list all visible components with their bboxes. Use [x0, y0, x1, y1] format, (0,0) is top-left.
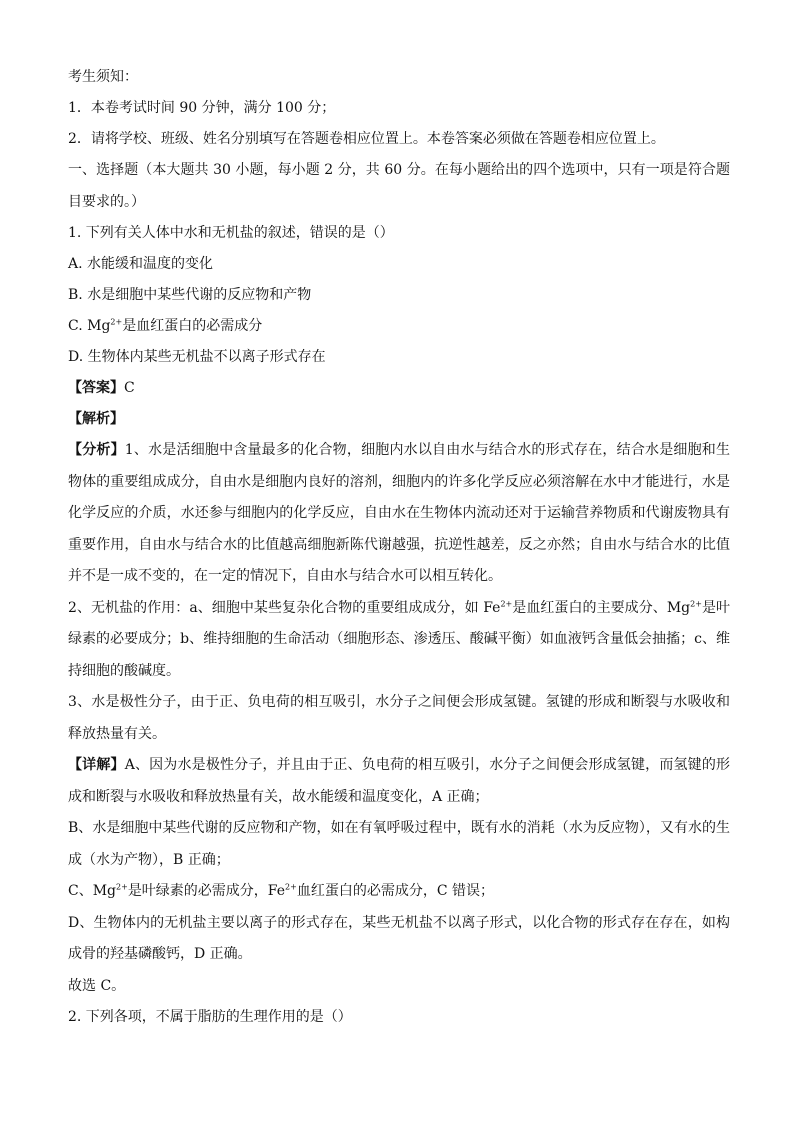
option-c-prefix: C. Mg	[68, 318, 111, 334]
answer-line	[68, 373, 730, 404]
question-1-option-b: B. 水是细胞中某些代谢的反应物和产物	[68, 287, 312, 303]
detail-paragraph-b: B、水是细胞中某些代谢的反应物和产物，如在有氧呼吸过程中，既有水的消耗（水为反应物），又有水的生成（水为产物），B 正确；	[68, 820, 730, 868]
xiangjie-c-part-3: 血红蛋白的必需成分，C 错误；	[296, 883, 495, 899]
analysis-label: 【解析】	[68, 411, 124, 427]
xiangjie-a-text: A、因为水是极性分子，并且由于正、负电荷的相互吸引，水分子之间便会形成氢键，而氢键的形成和断裂与水吸收和释放热量有关，故水能缓和温度变化，A 正确；	[68, 757, 730, 805]
xiangjie-c-superscript-1: 2+	[116, 882, 128, 892]
analysis-paragraph-2	[68, 593, 730, 688]
answer-label: 【答案】	[68, 380, 124, 396]
xiangjie-label: 【详解】	[68, 757, 125, 773]
analysis-label-line	[68, 404, 730, 435]
analysis-paragraph-1	[68, 435, 730, 593]
fenxi-2-superscript-2: 2+	[690, 598, 702, 608]
option-c-suffix: 是血红蛋白的必需成分	[122, 318, 263, 334]
notice-title: 考生须知：	[68, 69, 138, 85]
fenxi-2-part-b: 是血红蛋白的主要成分、Mg	[512, 599, 691, 616]
section-heading: 一、选择题（本大题共 30 小题，每小题 2 分，共 60 分。在每小题给出的四个选项中，只有一项是符合题目要求的。）	[68, 162, 730, 210]
xiangjie-c-part-1: C、Mg	[68, 883, 117, 899]
notice-item-2: 2．请将学校、班级、姓名分别填写在答题卷相应位置上。本卷答案必须做在答题卷相应位置上。	[68, 131, 665, 147]
notice-item-1: 1．本卷考试时间 90 分钟，满分 100 分；	[68, 100, 336, 116]
detail-paragraph-c	[68, 876, 730, 908]
conclusion: 故选 C。	[68, 977, 126, 994]
answer-value: C	[124, 380, 135, 396]
question-1-option-d: D. 生物体内某些无机盐不以离子形式存在	[68, 349, 326, 365]
xiangjie-c-part-2: 是叶绿素的必需成分，Fe	[127, 883, 286, 899]
fenxi-label: 【分析】	[68, 442, 125, 458]
option-c-superscript: 2+	[110, 317, 123, 327]
xiangjie-c-superscript-2: 2+	[285, 882, 297, 892]
detail-paragraph-a	[68, 750, 730, 813]
document-page	[68, 62, 730, 1033]
fenxi-2-part-a: 2、无机盐的作用：a、细胞中某些复杂化合物的重要组成成分，如 Fe	[68, 599, 501, 616]
fenxi-text-1: 1、水是活细胞中含量最多的化合物，细胞内水以自由水与结合水的形式存在，结合水是细胞和生物体的重要组成成分，自由水是细胞内良好的溶剂，细胞内的许多化学反应必须溶解在水中才能进行，水是化学反应的介质，水还参与细胞内的化学反应，自由水在生物体内流动还对于运输营养物质和代谢废物具有重要作用，自由水与结合水的比值越高细胞新陈代谢越强，抗逆性越差，反之亦然；自由水与结合水的比值并不是一成不变的，在一定的情况下，自由水与结合水可以相互转化。	[68, 442, 731, 584]
analysis-paragraph-3: 3、水是极性分子，由于正、负电荷的相互吸引，水分子之间便会形成氢键。氢键的形成和断裂与水吸收和释放热量有关。	[68, 694, 730, 742]
question-1-stem: 1. 下列有关人体中水和无机盐的叙述，错误的是（）	[68, 225, 394, 241]
fenxi-2-superscript-1: 2+	[500, 598, 513, 608]
detail-paragraph-d: D、生物体内的无机盐主要以离子的形式存在，某些无机盐不以离子形式，以化合物的形式存在存在，如构成骨的羟基磷酸钙，D 正确。	[68, 914, 730, 962]
question-1-option-c	[68, 311, 730, 342]
question-1-option-a: A. 水能缓和温度的变化	[68, 256, 214, 272]
question-2-stem: 2. 下列各项，不属于脂肪的生理作用的是（）	[68, 1008, 352, 1025]
fenxi-2-part-c: 是叶绿素的必要成分；b、维持细胞的生命活动（细胞形态、渗透压、酸碱平衡）如血液钙含量低会抽搐；c、维持细胞的酸碱度。	[68, 599, 731, 679]
